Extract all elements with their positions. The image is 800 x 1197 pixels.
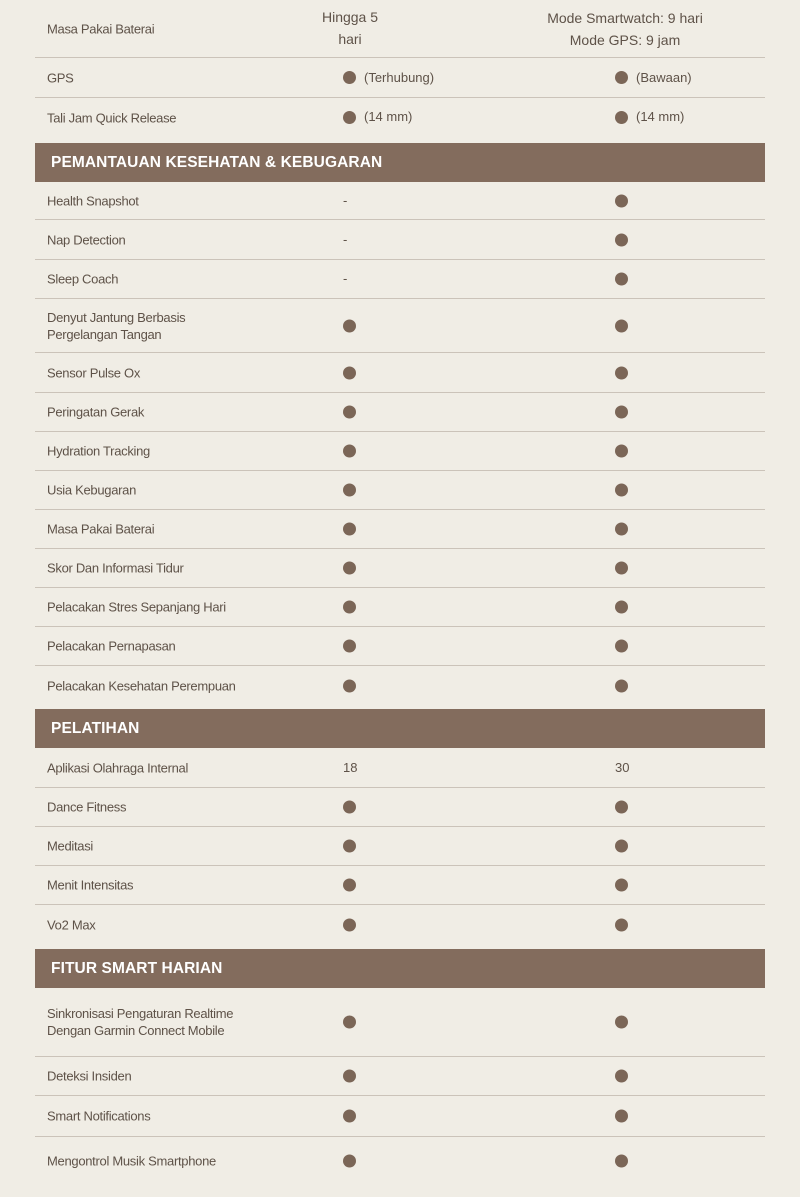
row-label: Pelacakan Stres Sepanjang Hari bbox=[47, 599, 226, 615]
row-label: GPS bbox=[47, 70, 74, 85]
table-row bbox=[35, 627, 765, 666]
check-dot-icon bbox=[615, 918, 628, 931]
row-label: Tali Jam Quick Release bbox=[47, 110, 177, 126]
col1-value bbox=[343, 757, 357, 779]
col2-value bbox=[615, 1070, 636, 1083]
col1-text: (14 mm) bbox=[364, 109, 413, 124]
check-dot-icon bbox=[343, 406, 356, 419]
col1-value bbox=[343, 840, 364, 853]
check-dot-icon bbox=[343, 484, 356, 497]
check-dot-icon bbox=[343, 111, 356, 124]
check-dot-icon bbox=[615, 801, 628, 814]
col2-value bbox=[615, 406, 636, 419]
table-row bbox=[35, 182, 765, 220]
col1-text: (Terhubung) bbox=[364, 69, 435, 85]
row-label: Usia Kebugaran bbox=[47, 482, 137, 498]
check-dot-icon bbox=[615, 319, 628, 332]
row-label: Dance Fitness bbox=[47, 799, 127, 815]
row-label: Sensor Pulse Ox bbox=[47, 365, 141, 380]
check-dot-icon bbox=[615, 562, 628, 575]
check-dot-icon bbox=[343, 523, 356, 536]
col1-value bbox=[343, 190, 347, 212]
col1-text: - bbox=[343, 271, 348, 286]
check-dot-icon bbox=[615, 840, 628, 853]
col1-text: - bbox=[343, 192, 348, 208]
row-label: Deteksi Insiden bbox=[47, 1068, 132, 1084]
row-label: Smart Notifications bbox=[47, 1108, 151, 1124]
col1-value bbox=[343, 680, 364, 693]
row-label: Denyut Jantung Berbasis Pergelangan Tangan bbox=[47, 309, 186, 342]
check-dot-icon bbox=[615, 680, 628, 693]
check-dot-icon bbox=[343, 319, 356, 332]
col2-value bbox=[615, 366, 636, 379]
check-dot-icon bbox=[343, 1070, 356, 1083]
row-label: Mengontrol Musik Smartphone bbox=[47, 1153, 216, 1169]
col1-value bbox=[343, 406, 364, 419]
col1-value: Hingga 5 hari bbox=[321, 9, 379, 47]
row-label: Sleep Coach bbox=[47, 271, 119, 287]
row-label: Nap Detection bbox=[47, 232, 126, 247]
check-dot-icon bbox=[615, 601, 628, 614]
check-dot-icon bbox=[615, 445, 628, 458]
check-dot-icon bbox=[615, 640, 628, 653]
check-dot-icon bbox=[615, 484, 628, 497]
section-header: PELATIHAN bbox=[35, 709, 765, 748]
check-dot-icon bbox=[343, 1155, 356, 1168]
comparison-table bbox=[35, 0, 765, 1185]
check-dot-icon bbox=[615, 406, 628, 419]
table-row bbox=[35, 220, 765, 260]
table-row bbox=[35, 788, 765, 827]
col2-line-1: Mode Smartwatch: 9 hari bbox=[547, 9, 703, 26]
col1-value bbox=[343, 229, 347, 251]
col2-value bbox=[615, 1016, 636, 1029]
check-dot-icon bbox=[343, 918, 356, 931]
col1-value bbox=[343, 268, 347, 290]
col1-value bbox=[343, 1016, 364, 1029]
table-row bbox=[35, 432, 765, 471]
col1-text: 18 bbox=[343, 759, 358, 775]
check-dot-icon bbox=[615, 1016, 628, 1029]
check-dot-icon bbox=[615, 1110, 628, 1123]
col2-text: (Bawaan) bbox=[636, 69, 692, 85]
col1-value bbox=[343, 801, 364, 814]
col1-value bbox=[343, 445, 364, 458]
check-dot-icon bbox=[615, 523, 628, 536]
row-label: Vo2 Max bbox=[47, 917, 96, 932]
table-row bbox=[35, 471, 765, 510]
col2-value bbox=[615, 680, 636, 693]
col2-value bbox=[615, 1110, 636, 1123]
table-row bbox=[35, 299, 765, 353]
col1-value bbox=[343, 879, 364, 892]
check-dot-icon bbox=[343, 1016, 356, 1029]
check-dot-icon bbox=[615, 366, 628, 379]
col2-value bbox=[615, 273, 636, 286]
table-row bbox=[35, 1057, 765, 1096]
check-dot-icon bbox=[615, 111, 628, 124]
row-label: Hydration Tracking bbox=[47, 443, 150, 459]
row-label: Health Snapshot bbox=[47, 193, 139, 208]
col2-value bbox=[615, 484, 636, 497]
table-row-gps bbox=[35, 58, 765, 98]
table-row bbox=[35, 1096, 765, 1137]
check-dot-icon bbox=[343, 840, 356, 853]
table-row bbox=[35, 748, 765, 788]
check-dot-icon bbox=[343, 601, 356, 614]
row-label: Menit Intensitas bbox=[47, 877, 134, 893]
table-row bbox=[35, 353, 765, 393]
check-dot-icon bbox=[343, 640, 356, 653]
table-row bbox=[35, 588, 765, 627]
col2-line-2: Mode GPS: 9 jam bbox=[569, 31, 681, 48]
col1-value bbox=[343, 1110, 364, 1123]
col2-value bbox=[615, 445, 636, 458]
col2-value bbox=[615, 194, 636, 207]
col2-value bbox=[615, 640, 636, 653]
table-row bbox=[35, 260, 765, 299]
check-dot-icon bbox=[343, 680, 356, 693]
table-row bbox=[35, 905, 765, 944]
col2-value bbox=[615, 319, 636, 332]
row-label: Peringatan Gerak bbox=[47, 404, 145, 420]
col2-value bbox=[615, 879, 636, 892]
check-dot-icon bbox=[343, 366, 356, 379]
row-label: Masa Pakai Baterai bbox=[47, 521, 155, 537]
row-label: Pelacakan Pernapasan bbox=[47, 638, 176, 654]
col1-value bbox=[343, 601, 364, 614]
row-label: Skor Dan Informasi Tidur bbox=[47, 560, 184, 576]
table-row-strap bbox=[35, 98, 765, 143]
col2-value bbox=[615, 840, 636, 853]
row-label: Masa Pakai Baterai bbox=[47, 21, 155, 36]
table-row bbox=[35, 988, 765, 1057]
check-dot-icon bbox=[343, 71, 356, 84]
table-row bbox=[35, 1137, 765, 1185]
section-header: PEMANTAUAN KESEHATAN & KEBUGARAN bbox=[35, 143, 765, 182]
col1-value bbox=[343, 106, 412, 128]
check-dot-icon bbox=[343, 562, 356, 575]
row-label: Aplikasi Olahraga Internal bbox=[47, 760, 189, 775]
col2-text: 30 bbox=[615, 759, 630, 775]
check-dot-icon bbox=[343, 1110, 356, 1123]
col2-value bbox=[615, 106, 684, 128]
check-dot-icon bbox=[343, 801, 356, 814]
col2-value bbox=[615, 233, 636, 246]
col2-value bbox=[615, 918, 636, 931]
table-row bbox=[35, 666, 765, 706]
col2-value bbox=[615, 757, 629, 779]
row-label: Meditasi bbox=[47, 838, 94, 854]
check-dot-icon bbox=[615, 879, 628, 892]
check-dot-icon bbox=[615, 1070, 628, 1083]
row-label: Sinkronisasi Pengaturan Realtime Dengan Garmin Connect Mobile bbox=[47, 1006, 234, 1038]
col1-text: - bbox=[343, 231, 348, 247]
col2-value bbox=[615, 1155, 636, 1168]
check-dot-icon bbox=[343, 879, 356, 892]
check-dot-icon bbox=[615, 233, 628, 246]
table-row-battery bbox=[35, 0, 765, 58]
check-dot-icon bbox=[615, 273, 628, 286]
col2-value bbox=[615, 67, 692, 89]
table-row bbox=[35, 827, 765, 866]
row-label: Pelacakan Kesehatan Perempuan bbox=[47, 678, 236, 694]
col1-value bbox=[343, 562, 364, 575]
table-row bbox=[35, 549, 765, 588]
check-dot-icon bbox=[615, 71, 628, 84]
col1-value bbox=[343, 366, 364, 379]
check-dot-icon bbox=[343, 445, 356, 458]
check-dot-icon bbox=[615, 1155, 628, 1168]
col1-value bbox=[343, 1155, 364, 1168]
col1-value bbox=[343, 523, 364, 536]
col2-value bbox=[525, 7, 725, 51]
table-row bbox=[35, 393, 765, 432]
col1-value bbox=[343, 319, 364, 332]
sections-container bbox=[35, 143, 765, 1185]
col1-value bbox=[343, 918, 364, 931]
col2-value bbox=[615, 601, 636, 614]
col1-value bbox=[343, 67, 434, 89]
col2-text: (14 mm) bbox=[636, 109, 685, 124]
table-row bbox=[35, 866, 765, 905]
section-header: FITUR SMART HARIAN bbox=[35, 949, 765, 988]
col2-value bbox=[615, 562, 636, 575]
col1-value bbox=[343, 640, 364, 653]
check-dot-icon bbox=[615, 194, 628, 207]
table-row bbox=[35, 510, 765, 549]
col2-value bbox=[615, 523, 636, 536]
col2-value bbox=[615, 801, 636, 814]
col1-value bbox=[343, 484, 364, 497]
col1-value bbox=[343, 1070, 364, 1083]
